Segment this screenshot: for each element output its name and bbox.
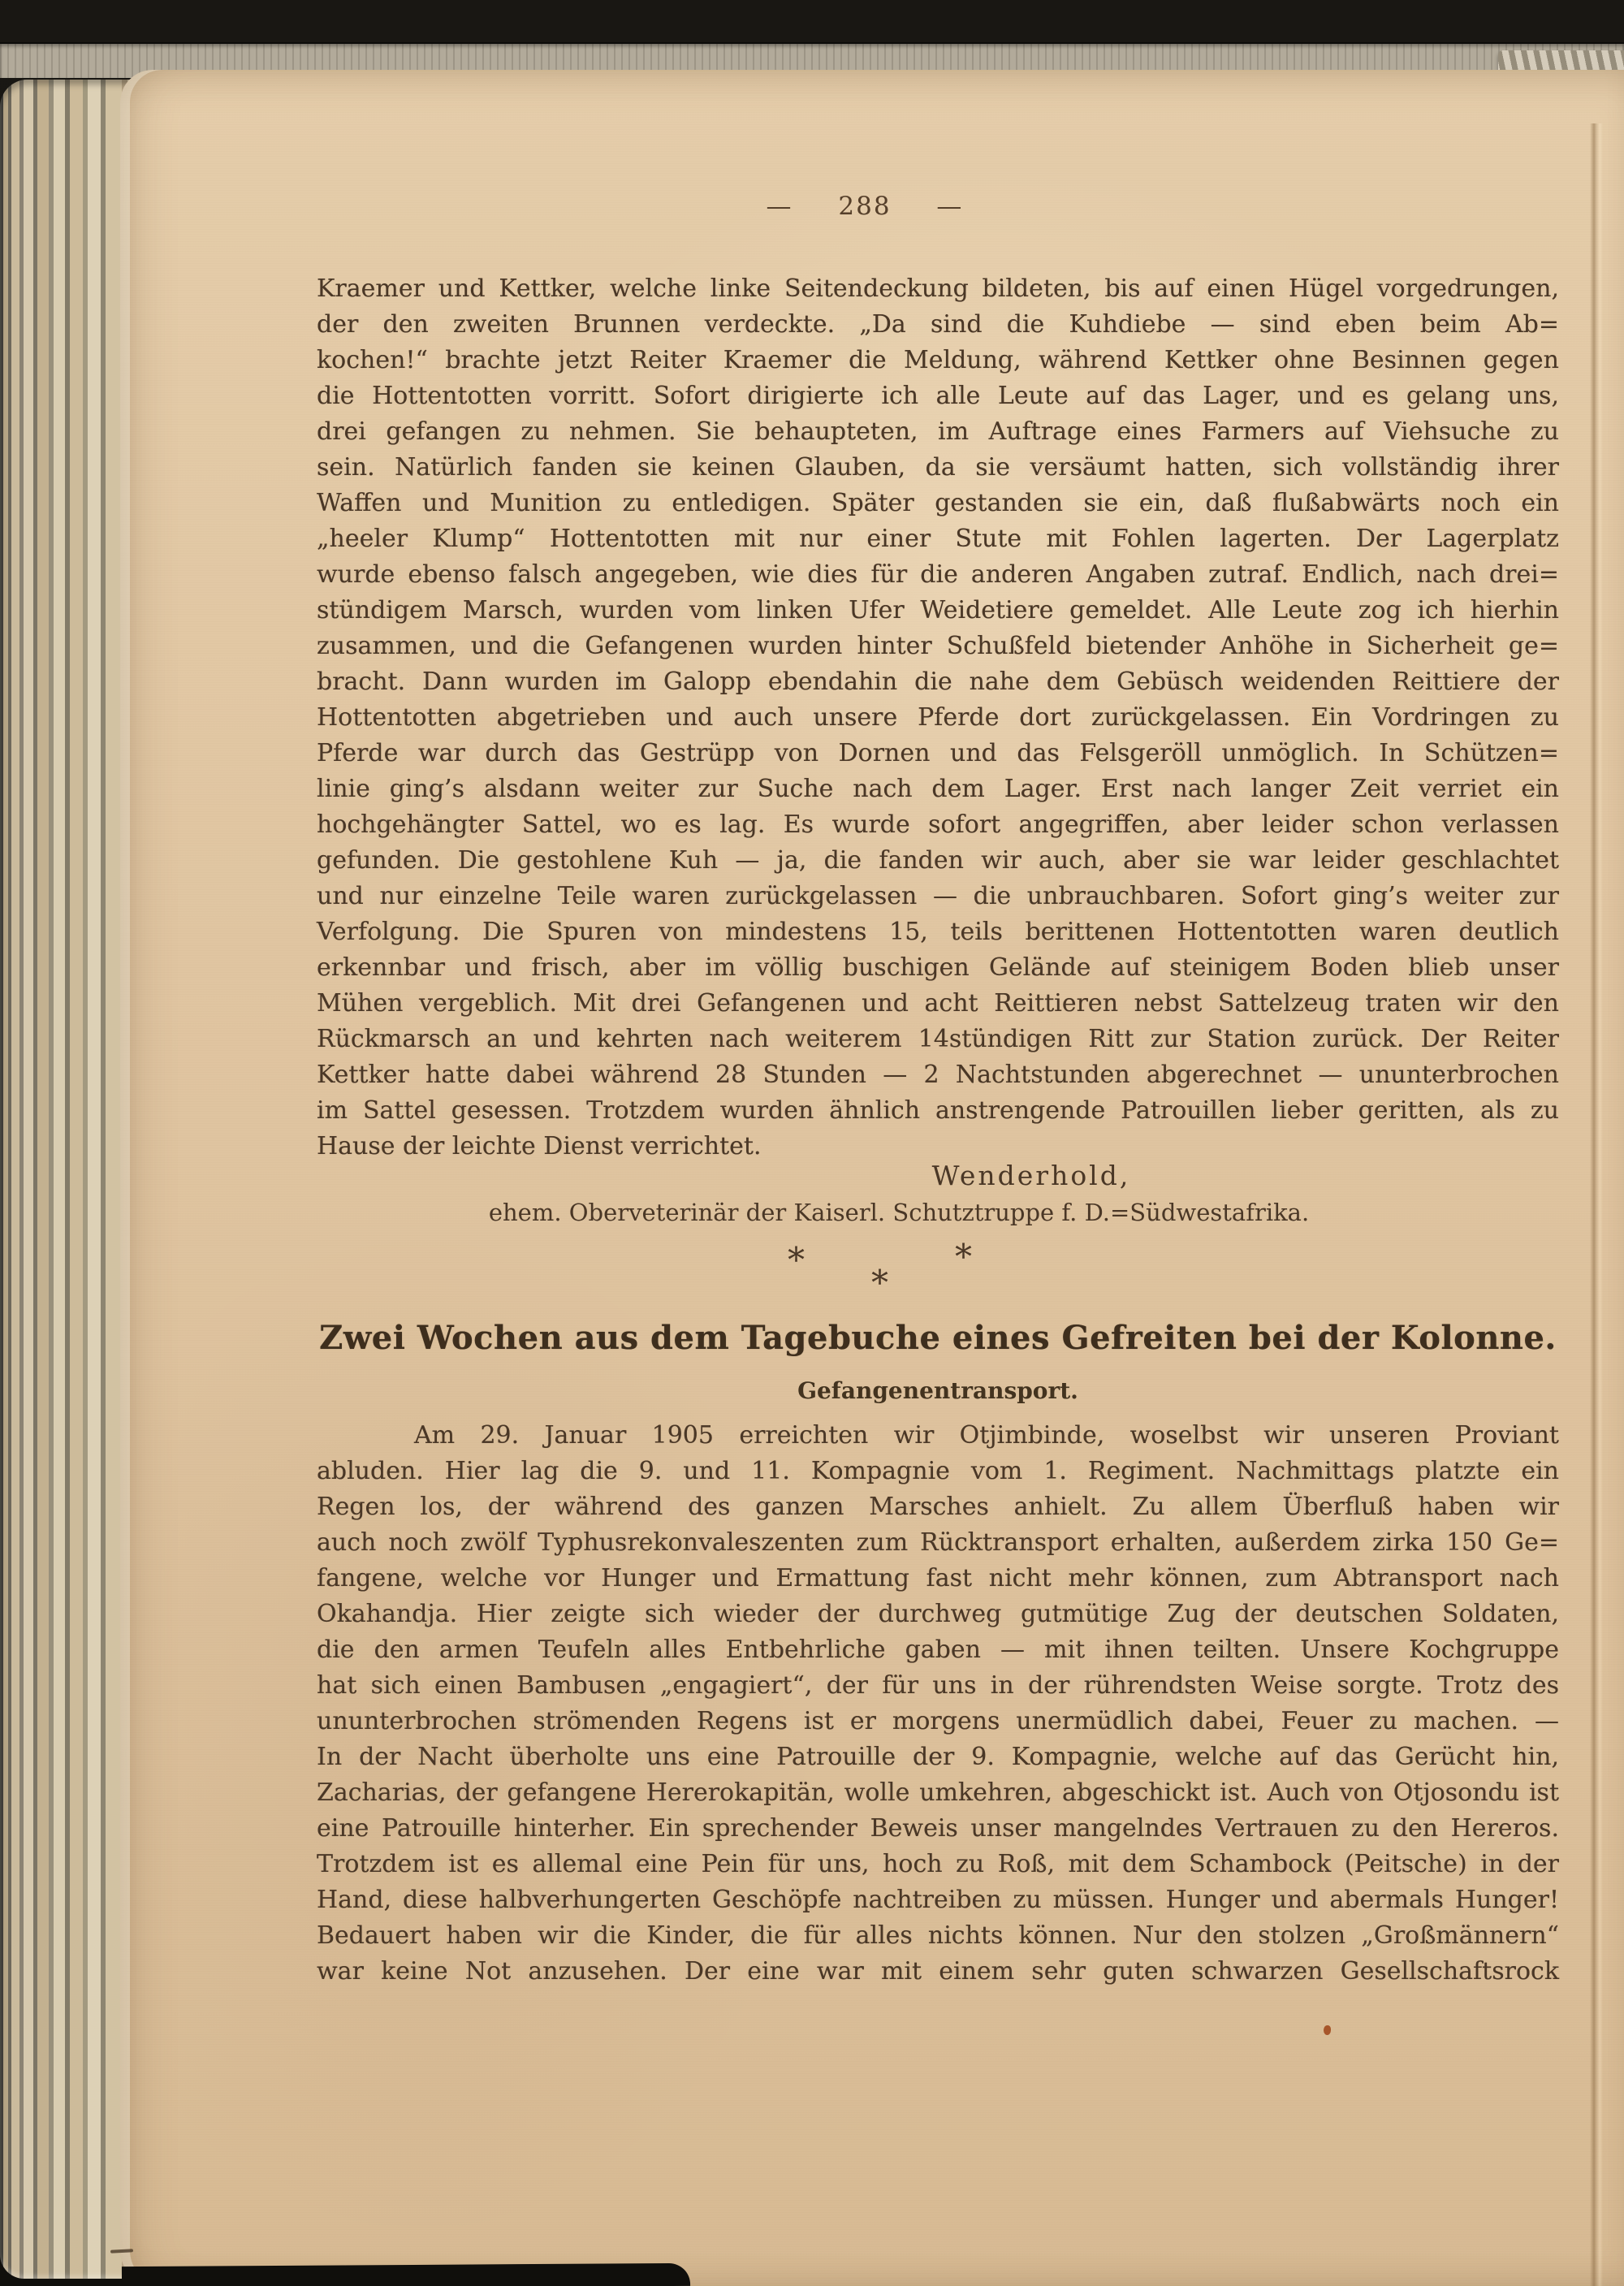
text-line: kochen!“ brachte jetzt Reiter Kraemer die Meldung, während Kettker ohne Besinnen gegen <box>317 346 1559 374</box>
signature-name-text: Wenderhold, <box>931 1160 1131 1191</box>
signature-affiliation <box>317 1199 1559 1226</box>
text-line: hat sich einen Bambusen „engagiert“, der für uns in der rührendsten Weise sorgte. Trotz des <box>317 1671 1559 1700</box>
text-line: Mühen vergeblich. Mit drei Gefangenen und acht Reittieren nebst Sattelzeug traten wir den <box>317 989 1559 1018</box>
text-line: linie ging’s alsdann weiter zur Suche nach dem Lager. Erst nach langer Zeit verriet ein <box>317 775 1559 803</box>
text-line: Kettker hatte dabei während 28 Stunden — 2 Nachtstunden abgerechnet — ununterbrochen <box>317 1061 1559 1089</box>
text-line: hochgehängter Sattel, wo es lag. Es wurde sofort angegriffen, aber leider schon verlassen <box>317 810 1559 839</box>
article-subtitle: Gefangenentransport. <box>797 1377 1078 1404</box>
signature-name <box>317 1160 1559 1191</box>
page-number: — 288 — <box>766 192 964 221</box>
text-line: Pferde war durch das Gestrüpp von Dornen und das Felsgeröll unmöglich. In Schützen= <box>317 739 1559 767</box>
text-line: abluden. Hier lag die 9. und 11. Kompagnie vom 1. Regiment. Nachmittags platzte ein <box>317 1457 1559 1485</box>
diary-paragraph <box>317 1418 1559 1990</box>
text-line: Zacharias, der gefangene Hererokapitän, wolle umkehren, abgeschickt ist. Auch von Otjosondu ist <box>317 1778 1559 1807</box>
text-line: die den armen Teufeln alles Entbehrliche gaben — mit ihnen teilten. Unsere Kochgruppe <box>317 1636 1559 1664</box>
article-continuation-paragraph <box>317 271 1559 1165</box>
text-line: die Hottentotten vorritt. Sofort dirigierte ich alle Leute auf das Lager, und es gelang uns, <box>317 382 1559 410</box>
text-line: erkennbar und frisch, aber im völlig buschigen Gelände auf steinigem Boden blieb unser <box>317 953 1559 982</box>
photo-background-corner <box>122 2263 690 2286</box>
text-line: Hottentotten abgetrieben und auch unsere Pferde dort zurückgelassen. Ein Vordringen zu <box>317 703 1559 732</box>
asterisk-separator: * <box>955 1237 972 1277</box>
text-line: der den zweiten Brunnen verdeckte. „Da sind die Kuhdiebe — sind eben beim Ab= <box>317 310 1559 339</box>
text-line: stündigem Marsch, wurden vom linken Ufer Weidetiere gemeldet. Alle Leute zog ich hierhin <box>317 596 1559 624</box>
text-line: Bedauert haben wir die Kinder, die für alles nichts können. Nur den stolzen „Großmännern“ <box>317 1921 1559 1950</box>
signature-affiliation-text: ehem. Oberveterinär der Kaiserl. Schutztruppe f. D.=Südwestafrika. <box>488 1199 1310 1226</box>
text-line: Kraemer und Kettker, welche linke Seitendeckung bildeten, bis auf einen Hügel vorgedrungen, <box>317 274 1559 303</box>
text-line: In der Nacht überholte uns eine Patrouille der 9. Kompagnie, welche auf das Gerücht hin, <box>317 1743 1559 1771</box>
text-line: Waffen und Munition zu entledigen. Später gestanden sie ein, daß flußabwärts noch ein <box>317 489 1559 517</box>
text-line: Trotzdem ist es allemal eine Pein für uns, hoch zu Roß, mit dem Schambock (Peitsche) in der <box>317 1850 1559 1878</box>
text-line: ununterbrochen strömenden Regens ist er morgens unermüdlich dabei, Feuer zu machen. — <box>317 1707 1559 1735</box>
text-line: zusammen, und die Gefangenen wurden hinter Schußfeld bietender Anhöhe in Sicherheit ge= <box>317 632 1559 660</box>
book-page-edges <box>0 80 136 2279</box>
text-line: Verfolgung. Die Spuren von mindestens 15, teils berittenen Hottentotten waren deutlich <box>317 918 1559 946</box>
text-line: Rückmarsch an und kehrten nach weiterem 14stündigen Ritt zur Station zurück. Der Reiter <box>317 1025 1559 1053</box>
book-page <box>120 70 1624 2286</box>
text-line: und nur einzelne Teile waren zurückgelassen — die unbrauchbaren. Sofort ging’s weiter zur <box>317 882 1559 910</box>
text-line: drei gefangen zu nehmen. Sie behaupteten, im Auftrage eines Farmers auf Viehsuche zu <box>317 417 1559 446</box>
text-line: gefunden. Die gestohlene Kuh — ja, die fanden wir auch, aber sie war leider geschlachtet <box>317 846 1559 875</box>
article-title: Zwei Wochen aus dem Tagebuche eines Gefreiten bei der Kolonne. <box>319 1319 1557 1357</box>
text-line: im Sattel gesessen. Trotzdem wurden ähnlich anstrengende Patrouillen lieber geritten, als zu <box>317 1096 1559 1125</box>
text-line: Okahandja. Hier zeigte sich wieder der durchweg gutmütige Zug der deutschen Soldaten, <box>317 1600 1559 1628</box>
text-line: sein. Natürlich fanden sie keinen Glauben, da sie versäumt hatten, sich vollständig ihrer <box>317 453 1559 482</box>
text-line: auch noch zwölf Typhusrekonvaleszenten zum Rücktransport erhalten, außerdem zirka 150 Ge= <box>317 1528 1559 1557</box>
asterisk-separator: * <box>871 1263 888 1303</box>
text-line: eine Patrouille hinterher. Ein sprechender Beweis unser mangelndes Vertrauen zu den Hereros. <box>317 1814 1559 1843</box>
text-line: fangene, welche vor Hunger und Ermattung fast nicht mehr können, zum Abtransport nach <box>317 1564 1559 1592</box>
text-line: Hause der leichte Dienst verrichtet. <box>317 1132 762 1160</box>
text-line: wurde ebenso falsch angegeben, wie dies für die anderen Angaben zutraf. Endlich, nach drei= <box>317 560 1559 589</box>
text-line: Am 29. Januar 1905 erreichten wir Otjimbinde, woselbst wir unseren Proviant <box>414 1421 1559 1450</box>
paper-blemish <box>1324 2025 1331 2035</box>
text-line: war keine Not anzusehen. Der eine war mit einem sehr guten schwarzen Gesellschaftsrock <box>317 1957 1559 1986</box>
text-line: „heeler Klump“ Hottentotten mit nur einer Stute mit Fohlen lagerten. Der Lagerplatz <box>317 525 1559 553</box>
page-crease <box>1590 123 1603 2286</box>
asterisk-separator: * <box>788 1240 805 1280</box>
text-line: Hand, diese halbverhungerten Geschöpfe nachtreiben zu müssen. Hunger und abermals Hunger! <box>317 1886 1559 1914</box>
text-line: bracht. Dann wurden im Galopp ebendahin die nahe dem Gebüsch weidenden Reittiere der <box>317 668 1559 696</box>
text-line: Regen los, der während des ganzen Marsches anhielt. Zu allem Überfluß haben wir <box>317 1493 1559 1521</box>
